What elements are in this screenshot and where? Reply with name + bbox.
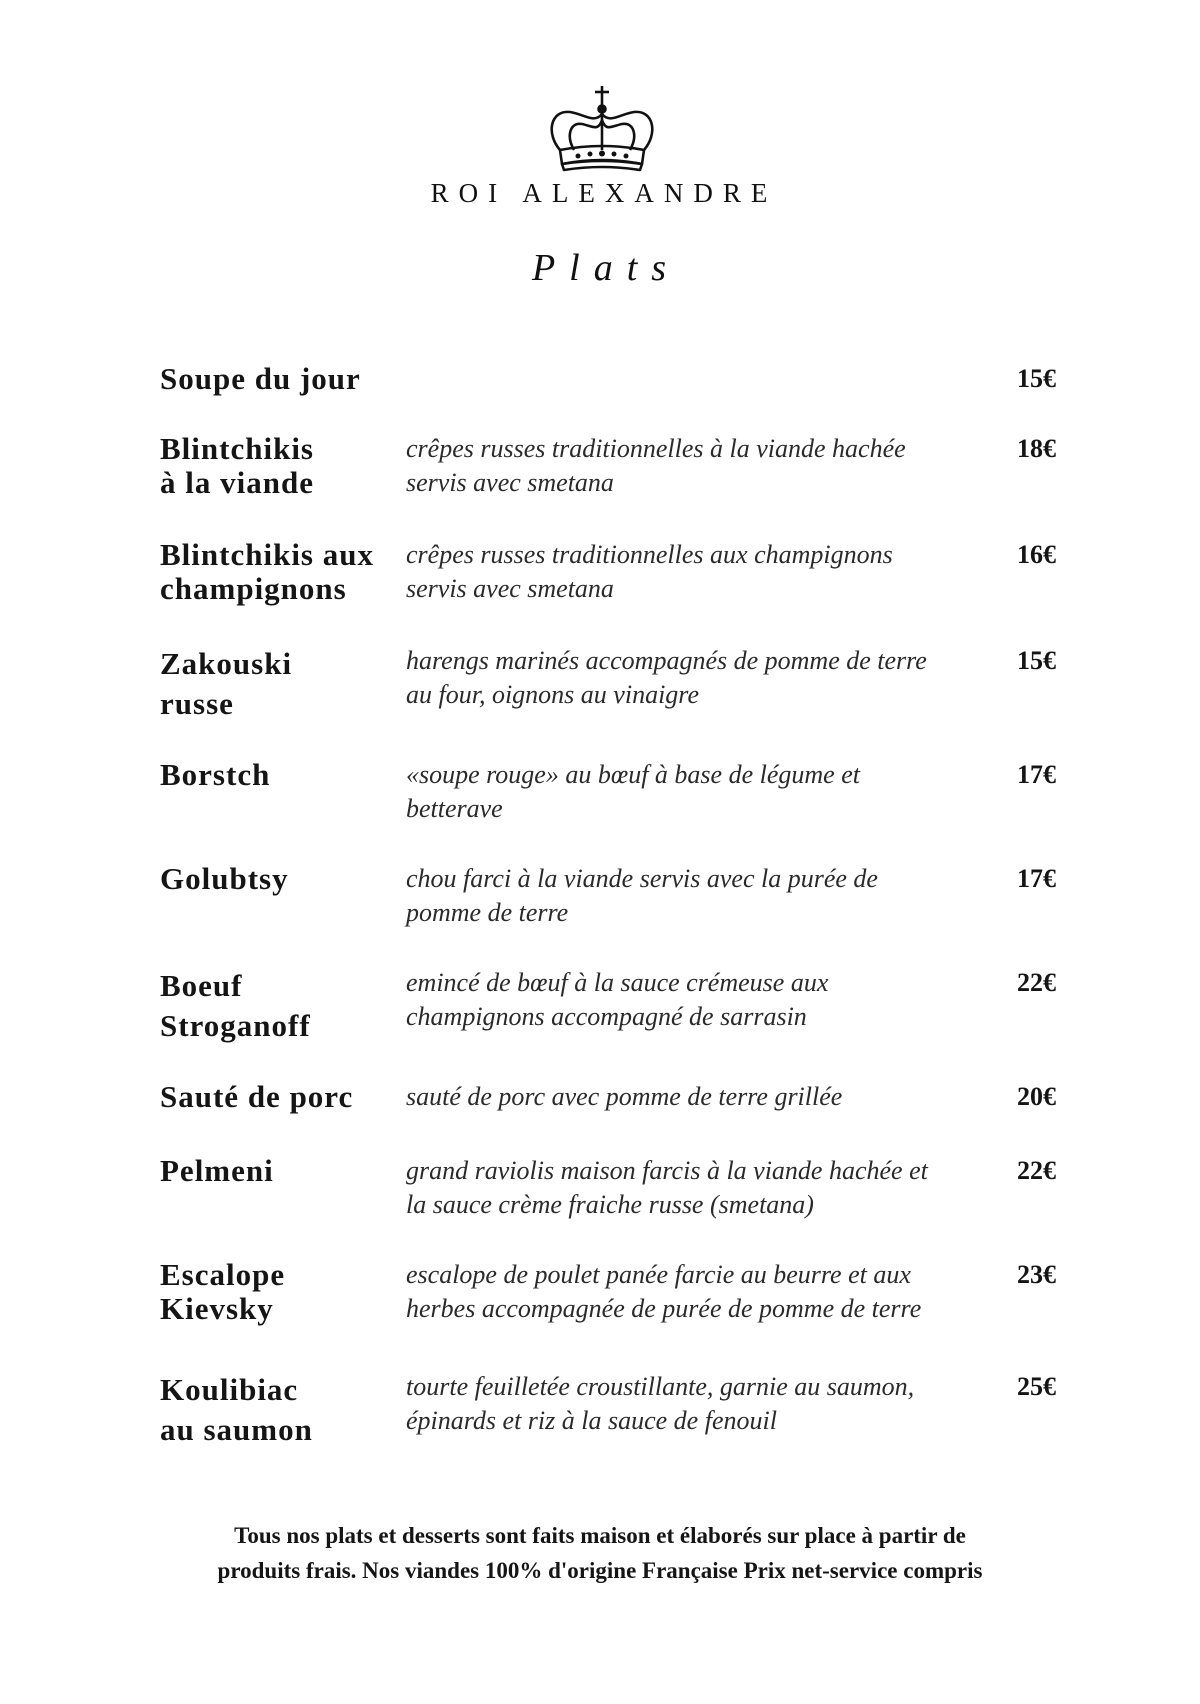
menu-item	[0, 432, 1200, 512]
dish-name: Boeuf Stroganoff	[160, 968, 311, 1043]
dish-name: Borstch	[160, 757, 271, 792]
menu-item	[0, 362, 1200, 442]
section-title: Plats	[531, 247, 681, 289]
dish-description: emincé de bœuf à la sauce crémeuse aux champignons accompagné de sarrasin	[406, 968, 829, 1031]
dish-price: 22€	[1017, 1156, 1056, 1185]
menu-item	[0, 1154, 1200, 1234]
menu-item	[0, 538, 1200, 618]
menu-item	[0, 1370, 1200, 1450]
dish-price: 18€	[1017, 434, 1056, 463]
menu-item	[0, 644, 1200, 724]
restaurant-name: ROI ALEXANDRE	[430, 178, 778, 208]
dish-description: sauté de porc avec pomme de terre grillée	[406, 1082, 843, 1111]
dish-price: 15€	[1017, 646, 1056, 675]
dish-description: harengs marinés accompagnés de pomme de terre au four, oignons au vinaigre	[406, 646, 927, 709]
dish-name: Blintchikis aux champignons	[160, 537, 374, 606]
dish-price: 20€	[1017, 1082, 1056, 1111]
dish-price: 22€	[1017, 968, 1056, 997]
dish-price: 15€	[1017, 364, 1056, 393]
dish-price: 23€	[1017, 1260, 1056, 1289]
dish-name: Soupe du jour	[160, 361, 361, 396]
dish-price: 25€	[1017, 1372, 1056, 1401]
dish-description: escalope de poulet panée farcie au beurre et aux herbes accompagnée de purée de pomme de terre	[406, 1260, 922, 1323]
dish-name: Golubtsy	[160, 861, 289, 896]
dish-name: Koulibiac au saumon	[160, 1372, 313, 1447]
dish-description: crêpes russes traditionnelles à la viande hachée servis avec smetana	[406, 434, 906, 497]
menu-item	[0, 758, 1200, 838]
dish-name: Zakouski russe	[160, 646, 293, 721]
dish-price: 17€	[1017, 864, 1056, 893]
dish-name: Escalope Kievsky	[160, 1257, 286, 1326]
dish-name: Pelmeni	[160, 1153, 274, 1188]
crown-icon	[544, 84, 660, 176]
menu-item	[0, 1080, 1200, 1160]
menu-item	[0, 862, 1200, 942]
dish-price: 16€	[1017, 540, 1056, 569]
footer-note: Tous nos plats et desserts sont faits maison et élaborés sur place à partir de produits frais. Nos viandes 100% d'origine Française Prix net-service compris	[217, 1523, 983, 1583]
dish-name: Sauté de porc	[160, 1079, 354, 1114]
dish-description: crêpes russes traditionnelles aux champignons servis avec smetana	[406, 540, 893, 603]
dish-name: Blintchikis à la viande	[160, 431, 314, 500]
dish-description: tourte feuilletée croustillante, garnie au saumon, épinards et riz à la sauce de fenouil	[406, 1372, 915, 1435]
dish-description: «soupe rouge» au bœuf à base de légume et betterave	[406, 760, 860, 823]
menu-item	[0, 966, 1200, 1046]
dish-description: grand raviolis maison farcis à la viande hachée et la sauce crème fraiche russe (smetana)	[406, 1156, 928, 1219]
dish-description: chou farci à la viande servis avec la purée de pomme de terre	[406, 864, 878, 927]
dish-price: 17€	[1017, 760, 1056, 789]
menu-item	[0, 1258, 1200, 1338]
